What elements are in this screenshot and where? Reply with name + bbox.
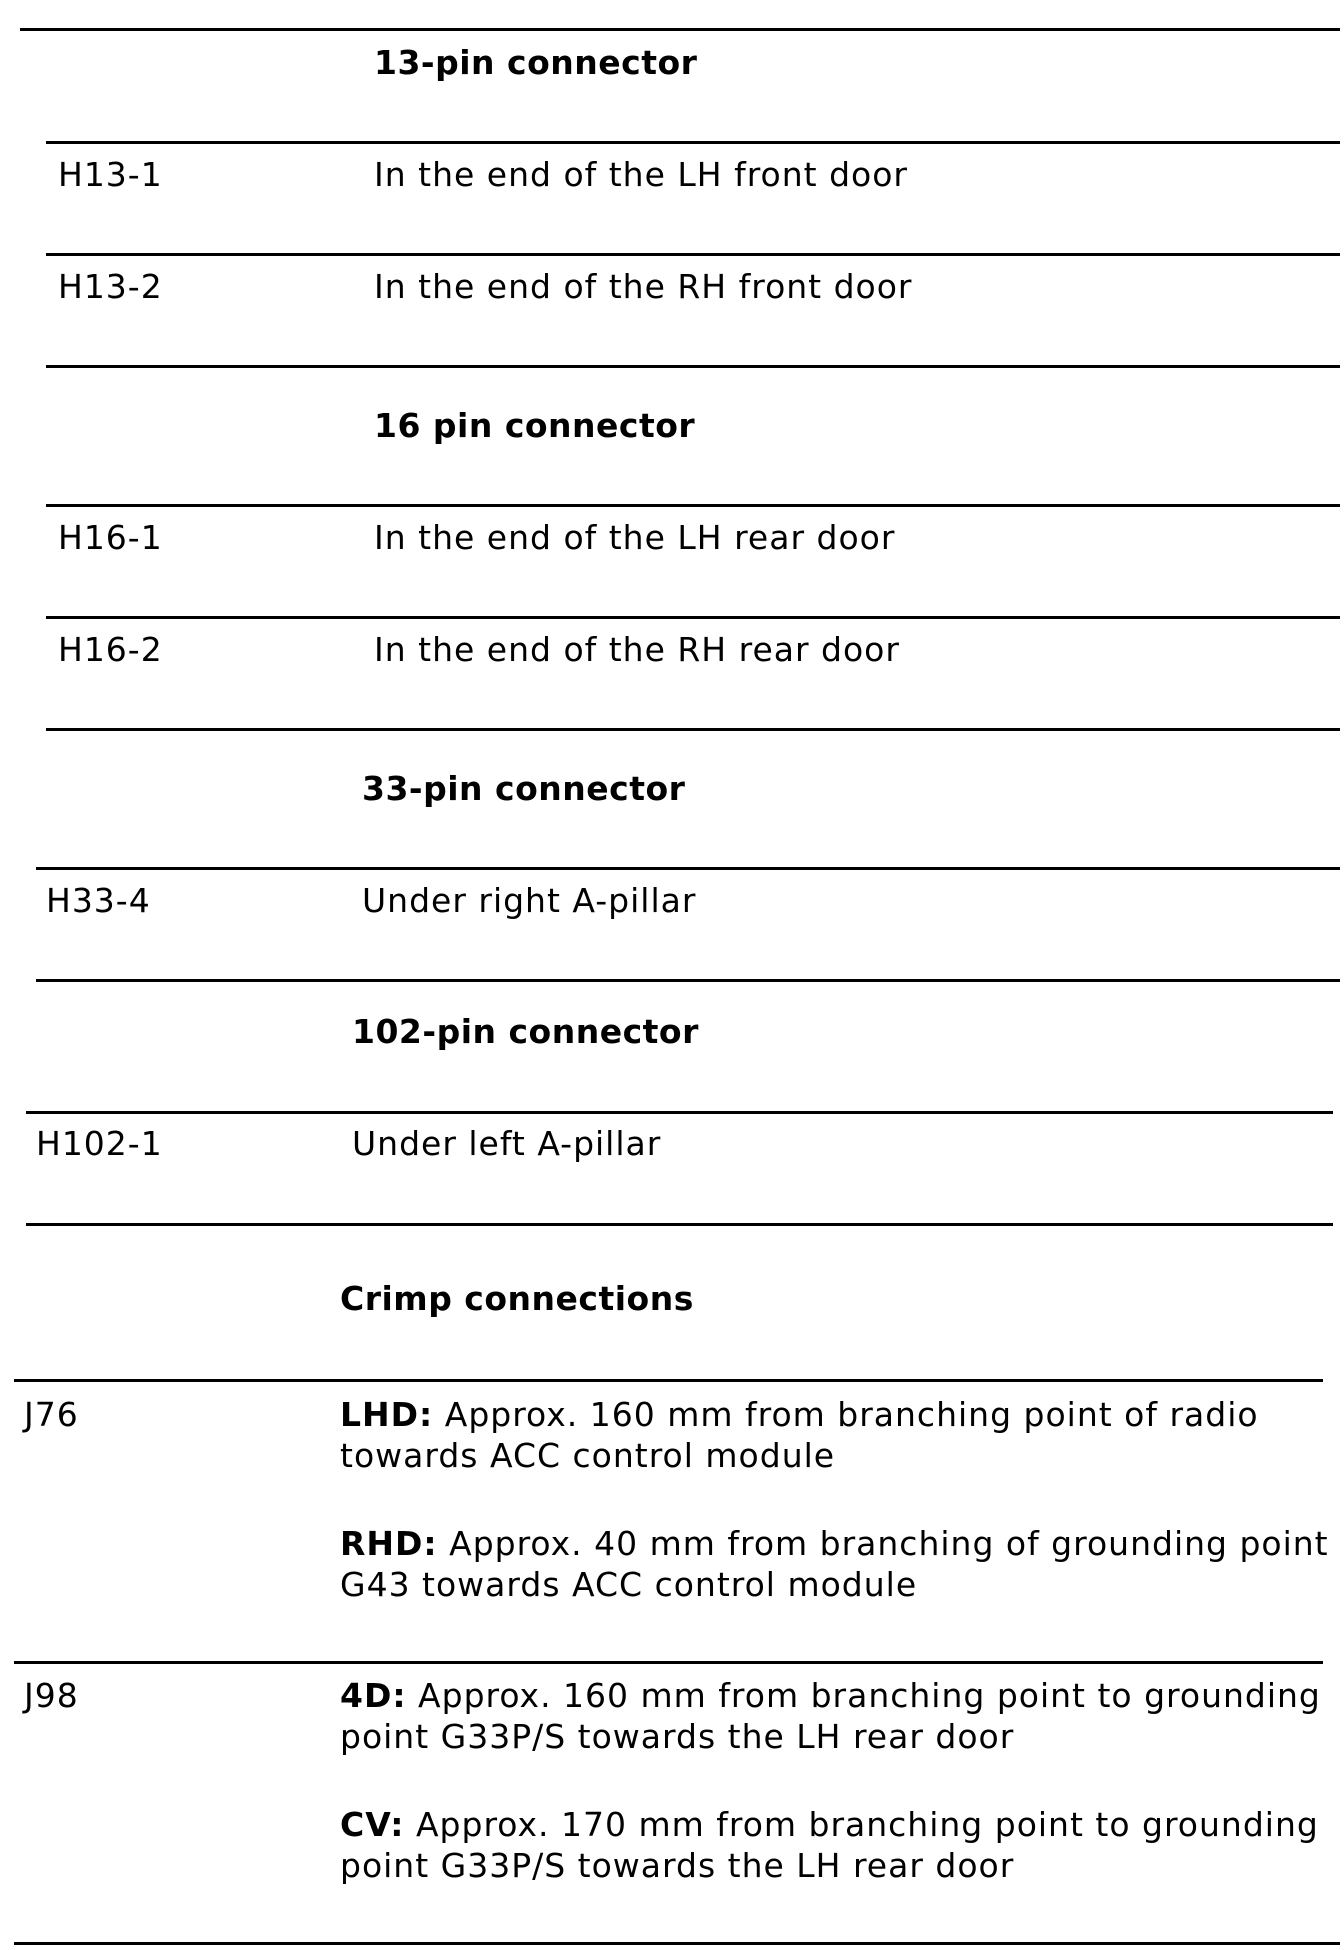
divider-bottom xyxy=(14,1942,1340,1945)
entry-text-cv-line1: Approx. 170 mm from branching point to grounding xyxy=(404,1805,1319,1844)
divider xyxy=(26,1111,1333,1114)
entry-label-4d: 4D: xyxy=(340,1676,407,1715)
connector-id-h16-1: H16-1 xyxy=(58,518,163,557)
connector-location-h16-2: In the end of the RH rear door xyxy=(374,630,900,669)
divider-top xyxy=(20,28,1340,31)
divider xyxy=(46,616,1340,619)
divider xyxy=(26,1223,1333,1226)
connector-id-h33-4: H33-4 xyxy=(46,881,151,920)
entry-text-rhd-line2: G43 towards ACC control module xyxy=(340,1565,918,1604)
crimp-id-j76: J76 xyxy=(24,1395,79,1434)
connector-location-h16-1: In the end of the LH rear door xyxy=(374,518,896,557)
entry-text-cv-line2: point G33P/S towards the LH rear door xyxy=(340,1846,1015,1885)
divider xyxy=(46,253,1340,256)
section-heading-crimp: Crimp connections xyxy=(340,1279,694,1318)
connector-location-h33-4: Under right A-pillar xyxy=(362,881,697,920)
entry-text-lhd-line2: towards ACC control module xyxy=(340,1436,836,1475)
divider xyxy=(46,365,1340,368)
divider xyxy=(36,867,1340,870)
divider xyxy=(14,1661,1323,1664)
connector-location-h13-2: In the end of the RH front door xyxy=(374,267,913,306)
connector-id-h13-1: H13-1 xyxy=(58,155,163,194)
connector-location-h102-1: Under left A-pillar xyxy=(352,1124,662,1163)
divider xyxy=(14,1379,1323,1382)
crimp-entry-4d xyxy=(340,1675,1335,1757)
entry-label-rhd: RHD: xyxy=(340,1524,438,1563)
entry-text-4d-line2: point G33P/S towards the LH rear door xyxy=(340,1717,1015,1756)
divider xyxy=(46,504,1340,507)
divider xyxy=(36,979,1340,982)
entry-text-4d-line1: Approx. 160 mm from branching point to grounding xyxy=(406,1676,1321,1715)
crimp-id-j98: J98 xyxy=(24,1676,79,1715)
section-heading-102-pin: 102-pin connector xyxy=(352,1012,699,1051)
entry-text-lhd-line1: Approx. 160 mm from branching point of radio xyxy=(433,1395,1259,1434)
connector-location-h13-1: In the end of the LH front door xyxy=(374,155,908,194)
section-heading-13-pin: 13-pin connector xyxy=(374,43,698,82)
entry-text-rhd-line1: Approx. 40 mm from branching of grounding point xyxy=(437,1524,1329,1563)
section-heading-16-pin: 16 pin connector xyxy=(374,406,696,445)
crimp-entry-rhd xyxy=(340,1523,1335,1605)
entry-label-lhd: LHD: xyxy=(340,1395,434,1434)
connector-id-h13-2: H13-2 xyxy=(58,267,163,306)
divider xyxy=(46,728,1340,731)
entry-label-cv: CV: xyxy=(340,1805,405,1844)
connector-id-h16-2: H16-2 xyxy=(58,630,163,669)
crimp-entry-lhd xyxy=(340,1394,1330,1476)
connector-id-h102-1: H102-1 xyxy=(36,1124,163,1163)
divider xyxy=(46,141,1340,144)
section-heading-33-pin: 33-pin connector xyxy=(362,769,686,808)
crimp-entry-cv xyxy=(340,1804,1335,1886)
